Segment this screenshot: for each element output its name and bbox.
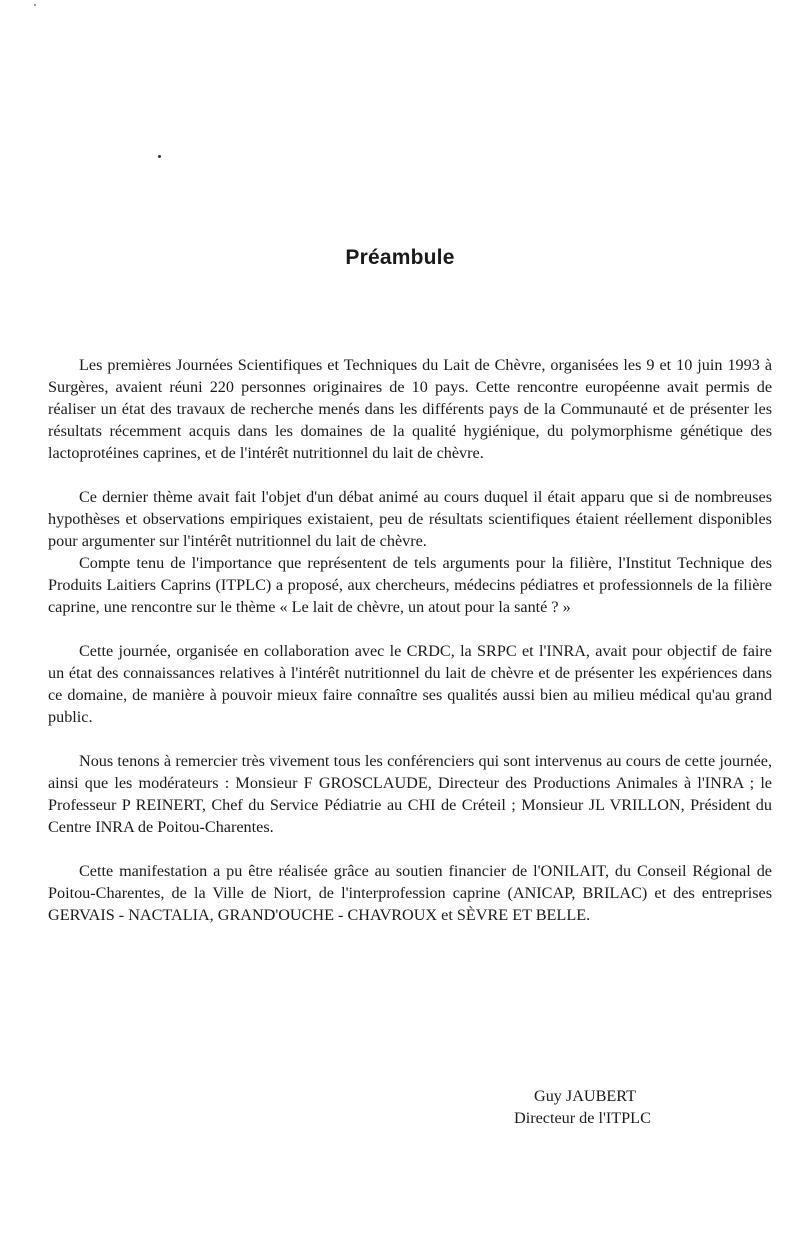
signature-block	[514, 1085, 651, 1129]
scan-speck	[158, 155, 161, 158]
scan-speck	[34, 4, 36, 6]
paragraph-intro: Les premières Journées Scientifiques et Techniques du Lait de Chèvre, organisées les 9 et 10 juin 1993 à Surgères, avaient réuni 220 personnes originaires de 10 pays. Cette rencontre européenne avait permis de réaliser un état des travaux de recherche menés dans les différents pays de la Communauté et de présenter les résultats récemment acquis dans les domaines de la qualité hygiénique, du polymorphisme génétique des lactoprotéines caprines, et de l'intérêt nutritionnel du lait de chèvre.	[48, 356, 772, 462]
signature-name: Guy JAUBERT	[534, 1087, 637, 1105]
paragraph-itplc-proposal: Compte tenu de l'importance que représentent de tels arguments pour la filière, l'Institut Technique des Produits Laitiers Caprins (ITPLC) a proposé, aux chercheurs, médecins pédiatres et professionnels de la filière caprine, une rencontre sur le thème « Le lait de chèvre, un atout pour la santé ? »	[48, 554, 772, 616]
page-title: Préambule	[345, 246, 455, 269]
paragraph-funding: Cette manifestation a pu être réalisée grâce au soutien financier de l'ONILAIT, du Conseil Régional de Poitou-Charentes, de la Ville de Niort, de l'interprofession caprine (ANICAP, BRILAC) et des entreprises GERVAIS - NACTALIA, GRAND'OUCHE - CHAVROUX et SÈVRE ET BELLE.	[48, 862, 772, 924]
signature-role: Directeur de l'ITPLC	[514, 1109, 651, 1127]
body-text	[48, 354, 772, 926]
paragraph-acknowledgements: Nous tenons à remercier très vivement tous les conférenciers qui sont intervenus au cours de cette journée, ainsi que les modérateurs : Monsieur F GROSCLAUDE, Directeur des Productions Animales à l'INRA ; le Professeur P REINERT, Chef du Service Pédiatrie au CHI de Créteil ; Monsieur JL VRILLON, Président du Centre INRA de Poitou-Charentes.	[48, 752, 772, 836]
paragraph-objective: Cette journée, organisée en collaboration avec le CRDC, la SRPC et l'INRA, avait pour objectif de faire un état des connaissances relatives à l'intérêt nutritionnel du lait de chèvre et de présenter les expériences dans ce domaine, de manière à pouvoir mieux faire connaître ses qualités aussi bien au milieu médical qu'au grand public.	[48, 642, 772, 726]
paragraph-debate: Ce dernier thème avait fait l'objet d'un débat animé au cours duquel il était apparu que si de nombreuses hypothèses et observations empiriques existaient, peu de résultats scientifiques étaient réellement disponibles pour argumenter sur l'intérêt nutritionnel du lait de chèvre.	[48, 488, 772, 550]
